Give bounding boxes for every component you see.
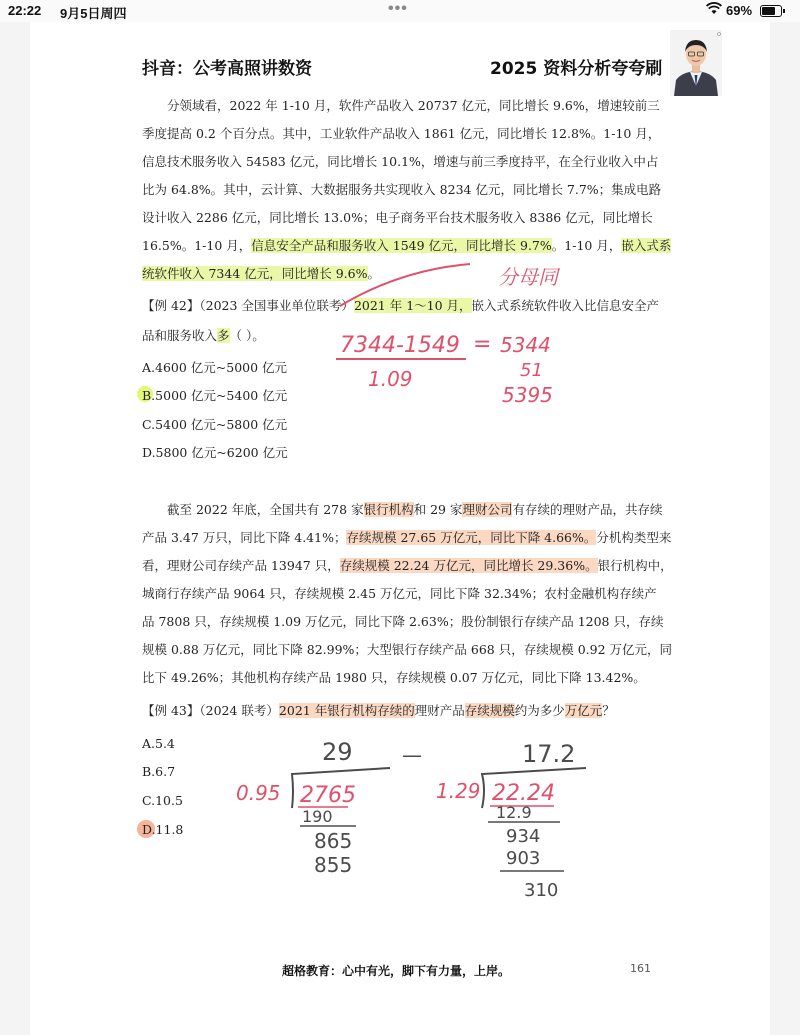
battery-icon	[760, 5, 782, 17]
document-page	[30, 22, 770, 1035]
passage-software	[142, 92, 672, 288]
wifi-icon	[706, 2, 722, 19]
highlight-q42-more: 多	[217, 328, 230, 343]
calc42-result2: 51	[520, 360, 543, 381]
div2-step3: 903	[506, 848, 541, 869]
passage-wealth-products	[142, 496, 673, 692]
div2-dividend: 22.24	[492, 781, 555, 806]
option-b[interactable]: B.5000 亿元~5400 亿元	[142, 388, 288, 403]
passage-line: 分领域看，2022 年 1-10 月，软件产品收入 20737 亿元，同比增长 9.6%，增速较前三	[167, 98, 660, 113]
option-c[interactable]: C.5400 亿元~5800 亿元	[142, 417, 288, 432]
minus-sign: —	[402, 743, 422, 767]
passage-line: 比为 64.8%。其中，云计算、大数据服务共实现收入 8234 亿元，同比增长 7.7%；集成电路	[142, 182, 662, 197]
header-left-title: 抖音：公考高照讲数资	[142, 59, 312, 79]
option-b[interactable]: B.6.7	[142, 764, 176, 779]
passage-line: 比下 49.26%；其他机构存续产品 1980 只，存续规模 0.07 万亿元，同比下降 13.42%。	[142, 670, 646, 685]
question-43: 【例 43】（2024 联考）2021 年银行机构存续的理财产品存续规模约为多少万亿元？	[142, 703, 615, 718]
highlight-info-security: 信息安全产品和服务收入 1549 亿元，同比增长 9.7%	[251, 238, 552, 253]
option-a[interactable]: A.5.4	[142, 736, 175, 751]
passage-line: 规模 0.88 万亿元，同比下降 82.99%；大型银行存续产品 668 只，存续规模 0.92 万亿元，同	[142, 642, 673, 657]
highlight-q43-a: 2021 年银行机构存续的	[278, 703, 415, 718]
passage-line: 城商行存续产品 9064 只，存续规模 2.45 万亿元，同比下降 32.34%；农村金融机构存续产	[142, 586, 657, 601]
div2-quotient: 17.2	[522, 740, 576, 768]
highlight-q43-c: 万亿元	[564, 703, 603, 718]
option-a[interactable]: A.4600 亿元~5000 亿元	[142, 360, 288, 375]
footer-slogan: 超格教育：心中有光，脚下有力量，上岸。	[282, 964, 511, 978]
div1-step3: 855	[314, 853, 353, 877]
note-denominator-same: 分母同	[498, 265, 558, 289]
passage-line: 看，理财公司存续产品 13947 只，存续规模 22.24 万亿元，同比增长 29.36%。银行机构中，	[142, 558, 673, 573]
div2-divisor: 1.29	[436, 779, 481, 803]
div1-step2: 865	[314, 829, 353, 853]
passage-line: 设计收入 2286 亿元，同比增长 13.0%；电子商务平台技术服务收入 8386 亿元，同比增长	[142, 210, 653, 225]
div2-step1: 12.9	[496, 803, 532, 822]
div1-divisor: 0.95	[236, 781, 281, 805]
option-d[interactable]: D.5800 亿元~6200 亿元	[142, 445, 288, 460]
passage-line: 产品 3.47 万只，同比下降 4.41%；存续规模 27.65 万亿元，同比下降 4.66%。分机构类型来	[142, 530, 672, 545]
passage-line: 截至 2022 年底，全国共有 278 家银行机构和 29 家理财公司有存续的理财产品，共存续	[167, 502, 663, 517]
calc42-expression: 7344-1549	[340, 333, 460, 358]
div1-dividend: 2765	[300, 783, 356, 808]
div1-quotient: 29	[322, 738, 353, 766]
passage-line: 品 7808 只，存续规模 1.09 万亿元，同比下降 2.63%；股份制银行存续产品 1208 只，存续	[142, 614, 664, 629]
calc42-result3: 5395	[502, 383, 553, 407]
passage-line: 统软件收入 7344 亿元，同比增长 9.6%。	[142, 266, 381, 281]
option-d[interactable]: D.11.8	[142, 822, 184, 837]
presenter-avatar	[670, 30, 722, 96]
passage-line: 信息技术服务收入 54583 亿元，同比增长 10.1%，增速与前三季度持平，在全行业收入中占	[142, 154, 659, 169]
header-right-title: 2025 资料分析夸夸刷	[490, 59, 663, 79]
status-time: 22:22	[8, 3, 42, 18]
highlight-wealth-scale: 存续规模 22.24 万亿元，同比增长 29.36%。	[339, 558, 598, 573]
highlight-q42-period: 2021 年 1～10 月，	[353, 298, 472, 313]
question-42: 【例 42】（2023 全国事业单位联考）2021 年 1～10 月，嵌入式系统软件收入比信息安全产	[142, 298, 660, 313]
passage-line: 季度提高 0.2 个百分点。其中，工业软件产品收入 1861 亿元，同比增长 12.8%。1-10 月，	[142, 126, 661, 141]
div1-step1: 190	[302, 807, 333, 826]
calc42-equals: =	[473, 332, 492, 357]
option-c[interactable]: C.10.5	[142, 793, 183, 808]
div2-step4: 310	[524, 880, 559, 901]
highlight-bank: 银行机构	[363, 502, 414, 517]
highlight-embedded: 嵌入式系	[621, 238, 672, 253]
highlight-total-scale: 存续规模 27.65 万亿元，同比下降 4.66%。	[346, 530, 597, 545]
status-bar	[0, 0, 800, 22]
page-number: 161	[630, 962, 651, 975]
question-42-line2: 品和服务收入多（ ）。	[142, 328, 265, 343]
multitask-dots-icon[interactable]: •••	[388, 0, 408, 17]
battery-percent: 69%	[726, 3, 753, 18]
div2-step2: 934	[506, 826, 541, 847]
passage-line: 16.5%。1-10 月，信息安全产品和服务收入 1549 亿元，同比增长 9.7%。1-10 月，嵌入式系	[142, 238, 672, 253]
status-date: 9月5日周四	[60, 6, 127, 21]
calc42-denominator: 1.09	[368, 367, 413, 391]
div2-bracket	[482, 768, 586, 808]
highlight-wealth-co: 理财公司	[462, 502, 513, 517]
div1-bracket	[292, 768, 390, 808]
highlight-embedded-revenue: 统软件收入 7344 亿元，同比增长 9.6%	[142, 266, 368, 281]
highlight-q43-b: 存续规模	[464, 703, 515, 718]
calc42-result1: 5344	[500, 333, 551, 357]
